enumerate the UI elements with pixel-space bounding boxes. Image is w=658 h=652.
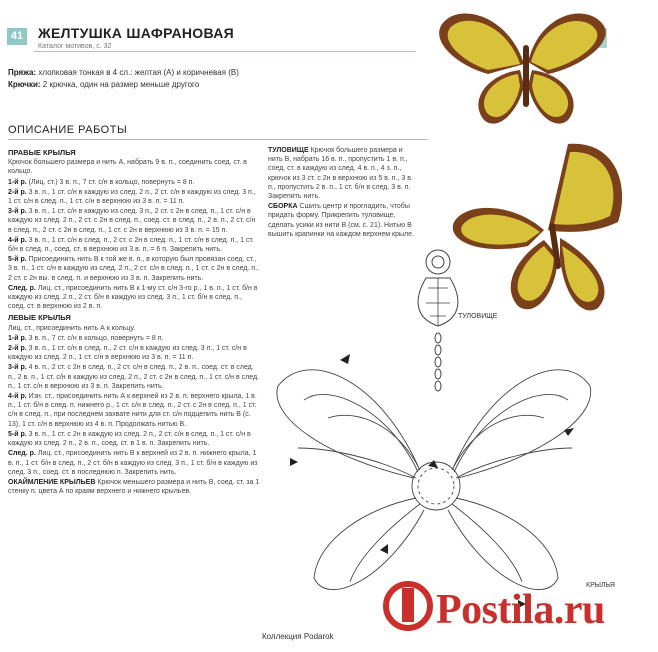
butterfly-photo-top	[428, 4, 616, 132]
wings-chart-label: КРЫЛЬЯ	[586, 582, 615, 589]
hooks-line	[8, 80, 408, 89]
row-instruction: 2-й р. 3 в. п., 1 ст. с/н в след. п., 2 ст. с/н в каждую из след. 3 п., 1 ст. с/н в каждую из след. 2 п., 1 ст. с/н в верхнюю из 3 в. п. = 11 п.	[8, 345, 247, 362]
row-instruction: 1-й р. (Лиц. ст.) 3 в. п., 7 ст. с/н в кольцо, повернуть = 8 п.	[8, 178, 195, 186]
body-instruction: ТУЛОВИЩЕ Крючок большего размера и нить В, набрать 16 в. п., пропустить 1 в. п., соед. ст. в каждую из след. 4 в. п., 4 з. п., крючок из 3 ст. с 2н в верхнюю из 5 в. п., 3 в. п., пропустить 2 в. п., 1 ст. б/н в след. 3 в. п. Закрепить нить.	[268, 147, 413, 201]
page-number-badge: 41	[7, 28, 27, 45]
yarn-label: Пряжа:	[8, 68, 37, 77]
row-instruction: 2-й р. 3 в. п., 1 ст. с/н в каждую из след. 2 п., 2 ст. с/н в каждую из след. 3 п., 1 ст. с/н в след. п., 1 ст. с/н в верхнюю из 3 в. п. = 11 п.	[8, 188, 256, 206]
catalog-reference: Каталог мотивов, с. 32	[38, 43, 112, 50]
pattern-title: ЖЕЛТУШКА ШАФРАНОВАЯ	[38, 25, 234, 41]
section-divider	[8, 139, 428, 140]
row-instruction: 3-й р. 4 в. п., 2 ст. с 2н в след. п., 2 ст. с/н в след. п., 2 в. п., соед. ст. в след. п., 2 в. п., 1 ст. с/н в каждую из след. 2 п., 2 ст. с 2н в след. п., 1 ст. с/н в след. п., 1 ст. с/н в верхнюю из 3 в. п. Закрепить нить.	[8, 364, 259, 390]
left-wings-heading: ЛЕВЫЕ КРЫЛЬЯ	[8, 313, 71, 323]
right-wings-intro: Крючок большего размера и нить А, набрать 9 в. п., соединить соед. ст. в кольцо.	[8, 159, 247, 176]
left-wings-intro: Лиц. ст., присоединить нить А к кольцу.	[8, 324, 136, 332]
hooks-label: Крючки:	[8, 80, 41, 89]
edging-instruction: ОКАЙМЛЕНИЕ КРЫЛЬЕВ Крючок меньшего размера и нить В, соед. ст. за 1 стенку п. цвета А по краям верхнего и нижнего крыльев.	[8, 478, 260, 496]
row-instruction: 4-й р. 3 в. п., 1 ст. с/н в след. п., 2 ст. с 2н в след. п., 1 ст. с/н в след. п., 1 ст. б/н в след. п., соед. ст. в верхнюю из 3 в. п. = 6 п. Закрепить нить.	[8, 236, 254, 254]
row-instruction: След. р. Лиц. ст., присоединить нить В к верхней из 2 в. п. нижнего крыла, 1 в. п., 1 ст. б/н в след. п., 2 ст. б/н в каждую из след. 3 п., 1 ст. б/н в каждую из след. 3 п., соед. ст. в последнюю п. Закрепить нить.	[8, 450, 258, 476]
row-instruction: След. р. Лиц. ст., присоединить нить В к 1-му ст. с/н 3-го р., 1 в. п., 1 ст. б/н в каждую из след. 2 п., 2 ст. б/н в каждую из след. 3 п., 1 ст. б/н в след. п., соед. ст. в верхнюю из 2 в. п.	[8, 284, 258, 311]
body-chart-label: ТУЛОВИЩЕ	[458, 313, 498, 320]
section-heading: ОПИСАНИЕ РАБОТЫ	[8, 124, 128, 136]
assembly-instruction: СБОРКА Сшить центр и прогладить, чтобы придать форму. Прикрепить туловище, сделать усики из нити В (см. с. 21). Нитью В вышить крапинки на каждом верхнем крыле.	[268, 203, 414, 238]
watermark-text: Postila.ru	[436, 587, 605, 633]
butterfly-photo-bottom	[448, 136, 634, 316]
wings-chart-diagram	[268, 338, 598, 610]
header-divider	[34, 51, 416, 52]
row-instruction: 3-й р. 3 в. п., 1 ст. с/н в каждую из след. 3 п., 2 ст. с 2н в след. п., 1 ст. с/н в каждую из след. 2 п., 2 ст. с 2н в след. п., соед. ст. в след. п., 2 в. п., 2 ст. с/н в след. п., 2 ст. с 2н в след. п., 1 ст. с 2н в верхнюю из 3 в. п. = 15 п.	[8, 208, 256, 234]
row-instruction: 1-й р. 3 в. п., 7 ст. с/н в кольцо, повернуть = 8 п.	[8, 334, 164, 342]
instructions-left-column	[8, 146, 260, 497]
instructions-right-column	[268, 146, 418, 240]
yarn-value: хлопковая тонкая в 4 сл.: желтая (А) и коричневая (В)	[38, 68, 239, 77]
hooks-value: 2 крючка, один на размер меньше другого	[42, 80, 200, 89]
footer-collection: Коллекция Podarok	[262, 632, 334, 641]
right-wings-heading: ПРАВЫЕ КРЫЛЬЯ	[8, 148, 76, 157]
postila-logo-icon	[382, 580, 434, 632]
row-instruction: 4-й р. Изн. ст., присоединить нить А к верхней из 2 в. п. верхнего крыла, 1 в. п., 1 ст. б/н в след. п. нижнего р., 1 ст. с/н в след. п., 2 ст. с 2н в след. п., 1 ст. с/н в след. п., при последнем захвате нити для ст. с/н подцепить нить В (с. 13), 1 ст. с/н в верхнюю из 4 в. п. Продолжать нитью В.	[8, 393, 257, 428]
row-instruction: 5-й р. 3 в. п., 1 ст. с 2н в каждую из след. 2 п., 2 ст. с/н в след. п., 1 ст. с/н в каждую из след. 2 п., 2 в. п., соед. ст. в 1 в. п. Закрепить нить.	[8, 430, 251, 448]
butterfly-upper-wing	[439, 13, 606, 74]
yarn-line	[8, 68, 408, 77]
row-instruction: 5-й р. Присоединить нить В к той же в. п., в которую был провязан соед. ст., 3 в. п., 1 ст. с/н в каждую из след. 2 п., 2 ст. с/н в след. п., 1 ст. с 2н в след. п., 2 ст. с 2н вы. в след. п. и верхнюю из 3 в. п. Закрепить нить.	[8, 256, 259, 282]
